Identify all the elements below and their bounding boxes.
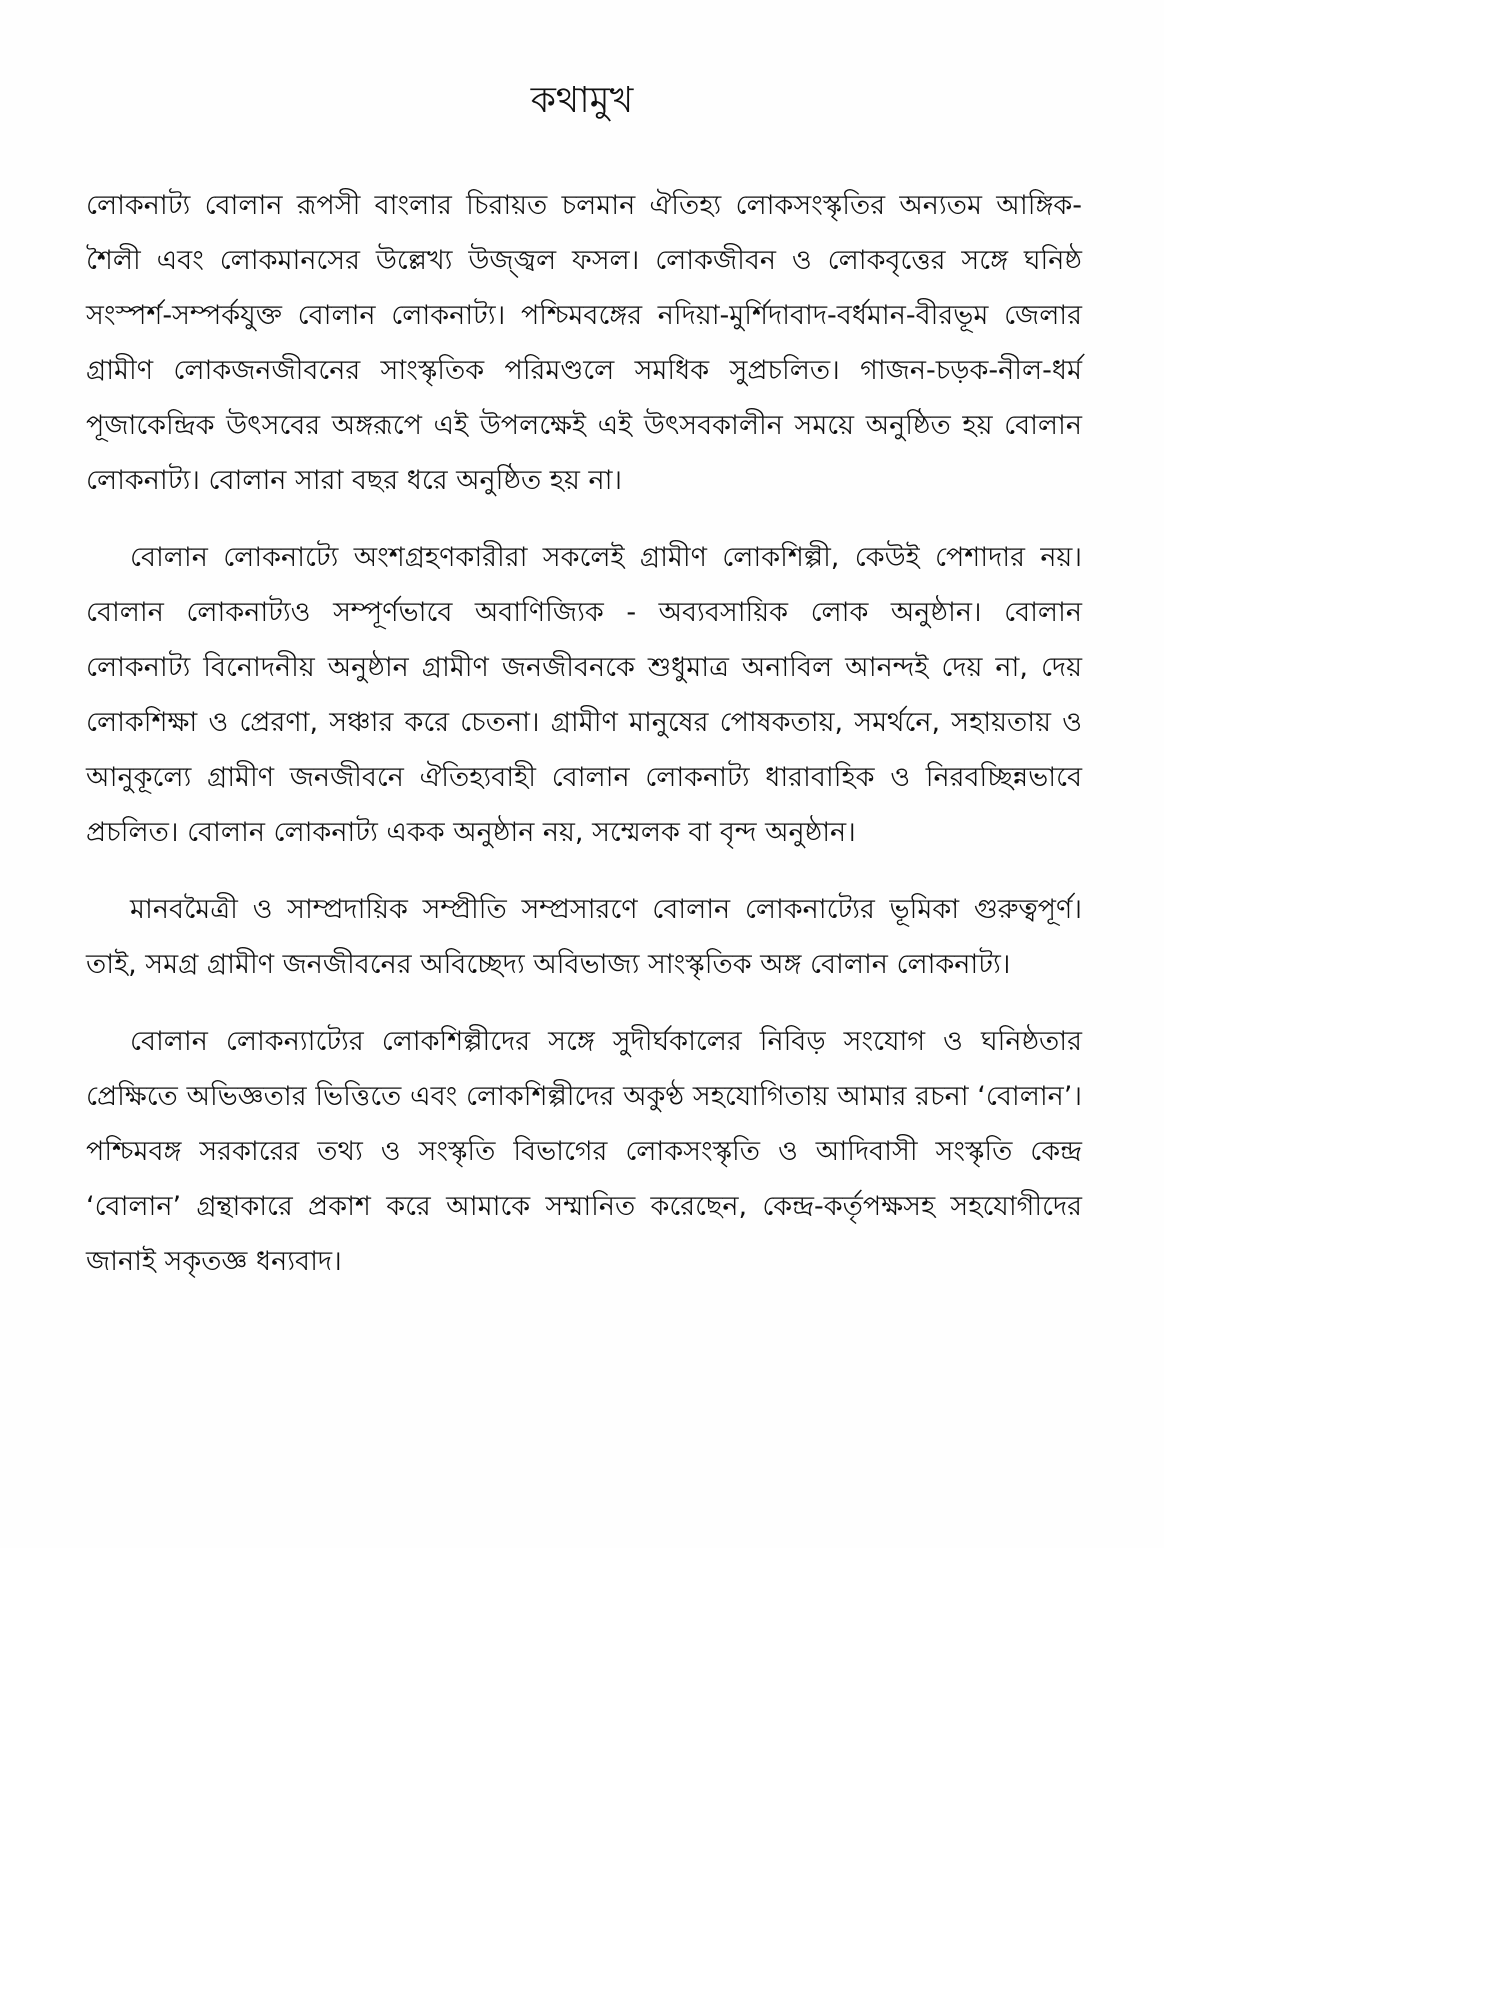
preface-body: [86, 178, 1082, 1311]
paragraph-1: লোকনাট্য বোলান রূপসী বাংলার চিরায়ত চলমান ঐতিহ্য লোকসংস্কৃতির অন্যতম আঙ্গিক-শৈলী এবং লোকমানসের উল্লেখ্য উজ্জ্বল ফসল। লোকজীবন ও লোকবৃত্তের সঙ্গে ঘনিষ্ঠ সংস্পর্শ-সম্পর্কযুক্ত বোলান লোকনাট্য। পশ্চিমবঙ্গের নদিয়া-মুর্শিদাবাদ-বর্ধমান-বীরভূম জেলার গ্রামীণ লোকজনজীবনের সাংস্কৃতিক পরিমণ্ডলে সমধিক সুপ্রচলিত। গাজন-চড়ক-নীল-ধর্ম পূজাকেন্দ্রিক উৎসবের অঙ্গরূপে এই উপলক্ষেই এই উৎসবকালীন সময়ে অনুষ্ঠিত হয় বোলান লোকনাট্য। বোলান সারা বছর ধরে অনুষ্ঠিত হয় না।: [86, 190, 1082, 496]
paragraph-3: মানবমৈত্রী ও সাম্প্রদায়িক সম্প্রীতি সম্প্রসারণে বোলান লোকনাট্যের ভূমিকা গুরুত্বপূর্ণ। তাই, সমগ্র গ্রামীণ জনজীবনের অবিচ্ছেদ্য অবিভাজ্য সাংস্কৃতিক অঙ্গ বোলান লোকনাট্য।: [86, 894, 1082, 980]
paragraph-2: বোলান লোকনাট্যে অংশগ্রহণকারীরা সকলেই গ্রামীণ লোকশিল্পী, কেউই পেশাদার নয়। বোলান লোকনাট্যও সম্পূর্ণভাবে অবাণিজ্যিক - অব্যবসায়িক লোক অনুষ্ঠান। বোলান লোকনাট্য বিনোদনীয় অনুষ্ঠান গ্রামীণ জনজীবনকে শুধুমাত্র অনাবিল আনন্দই দেয় না, দেয় লোকশিক্ষা ও প্রেরণা, সঞ্চার করে চেতনা। গ্রামীণ মানুষের পোষকতায়, সমর্থনে, সহায়তায় ও আনুকূল্যে গ্রামীণ জনজীবনে ঐতিহ্যবাহী বোলান লোকনাট্য ধারাবাহিক ও নিরবচ্ছিন্নভাবে প্রচলিত। বোলান লোকনাট্য একক অনুষ্ঠান নয়, সম্মেলক বা বৃন্দ অনুষ্ঠান।: [86, 542, 1082, 848]
paragraph-4: বোলান লোকন্যাট্যের লোকশিল্পীদের সঙ্গে সুদীর্ঘকালের নিবিড় সংযোগ ও ঘনিষ্ঠতার প্রেক্ষিতে অভিজ্ঞতার ভিত্তিতে এবং লোকশিল্পীদের অকুণ্ঠ সহযোগিতায় আমার রচনা ‘বোলান’। পশ্চিমবঙ্গ সরকারের তথ্য ও সংস্কৃতি বিভাগের লোকসংস্কৃতি ও আদিবাসী সংস্কৃতি কেন্দ্র ‘বোলান’ গ্রন্থাকারে প্রকাশ করে আমাকে সম্মানিত করেছেন, কেন্দ্র-কর্তৃপক্ষসহ সহযোগীদের জানাই সকৃতজ্ঞ ধন্যবাদ।: [86, 1026, 1082, 1277]
page-title: কথামুখ: [530, 80, 634, 121]
